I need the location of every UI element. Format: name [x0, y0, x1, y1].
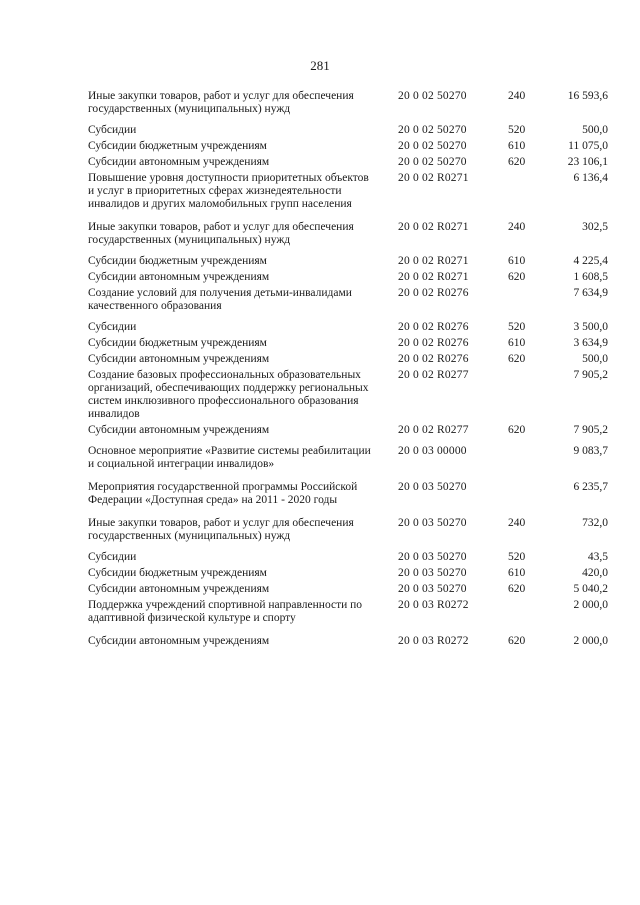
- row-target-code: 20 0 02 R0276: [398, 353, 469, 365]
- row-target-code: 20 0 02 50270: [398, 140, 467, 152]
- table-row: [88, 140, 608, 153]
- row-target-code: 20 0 03 50270: [398, 481, 467, 493]
- row-description: Субсидии автономным учреждениям: [88, 353, 270, 365]
- row-description: Субсидии автономным учреждениям: [88, 424, 270, 436]
- table-row: [88, 517, 608, 543]
- row-amount: 43,5: [587, 551, 608, 563]
- table-row: [88, 271, 608, 284]
- table-row: [88, 124, 608, 137]
- table-row: [88, 445, 608, 471]
- row-description: Создание базовых профессиональных образовательных организаций, обеспечивающих поддержку региональных систем инклюзивного профессионального образования инвалидов: [88, 369, 369, 420]
- row-target-code: 20 0 02 R0277: [398, 369, 469, 381]
- row-expense-type: 620: [508, 271, 526, 283]
- row-amount: 7 634,9: [573, 287, 608, 299]
- row-description: Иные закупки товаров, работ и услуг для обеспечения государственных (муниципальных) нужд: [88, 221, 354, 246]
- row-target-code: 20 0 02 50270: [398, 124, 467, 136]
- row-target-code: 20 0 03 00000: [398, 445, 467, 457]
- row-description: Субсидии бюджетным учреждениям: [88, 140, 267, 152]
- table-row: [88, 369, 608, 421]
- row-expense-type: 240: [508, 221, 526, 233]
- row-description: Субсидии автономным учреждениям: [88, 635, 270, 647]
- row-amount: 500,0: [582, 124, 608, 136]
- table-row: [88, 481, 608, 507]
- row-target-code: 20 0 02 R0276: [398, 287, 469, 299]
- row-amount: 3 500,0: [573, 321, 608, 333]
- row-description: Субсидии бюджетным учреждениям: [88, 567, 267, 579]
- table-row: [88, 321, 608, 334]
- row-expense-type: 240: [508, 517, 526, 529]
- row-amount: 6 235,7: [573, 481, 608, 493]
- row-target-code: 20 0 03 R0272: [398, 635, 469, 647]
- row-target-code: 20 0 02 R0276: [398, 321, 469, 333]
- row-expense-type: 240: [508, 90, 526, 102]
- row-expense-type: 520: [508, 321, 526, 333]
- row-description: Субсидии бюджетным учреждениям: [88, 255, 267, 267]
- row-target-code: 20 0 02 R0276: [398, 337, 469, 349]
- row-amount: 11 075,0: [568, 140, 608, 152]
- row-expense-type: 610: [508, 255, 526, 267]
- table-row: [88, 635, 608, 648]
- row-amount: 5 040,2: [573, 583, 608, 595]
- row-target-code: 20 0 02 R0271: [398, 172, 469, 184]
- row-amount: 7 905,2: [573, 424, 608, 436]
- row-description: Иные закупки товаров, работ и услуг для обеспечения государственных (муниципальных) нужд: [88, 90, 354, 115]
- page-number: 281: [310, 58, 330, 73]
- table-row: [88, 424, 608, 437]
- table-row: [88, 551, 608, 564]
- row-description: Субсидии автономным учреждениям: [88, 156, 270, 168]
- table-row: [88, 221, 608, 247]
- row-amount: 302,5: [582, 221, 608, 233]
- table-row: [88, 172, 608, 211]
- row-description: Субсидии бюджетным учреждениям: [88, 337, 267, 349]
- table-row: [88, 567, 608, 580]
- row-description: Повышение уровня доступности приоритетных объектов и услуг в приоритетных сферах жизнедеятельности инвалидов и других маломобильных групп населения: [88, 172, 369, 210]
- row-expense-type: 610: [508, 567, 526, 579]
- budget-table: [88, 90, 608, 648]
- row-description: Субсидии автономным учреждениям: [88, 583, 270, 595]
- row-amount: 6 136,4: [573, 172, 608, 184]
- table-row: [88, 287, 608, 313]
- row-amount: 732,0: [582, 517, 608, 529]
- row-target-code: 20 0 02 50270: [398, 156, 467, 168]
- row-description: Иные закупки товаров, работ и услуг для обеспечения государственных (муниципальных) нужд: [88, 517, 354, 542]
- row-amount: 16 593,6: [567, 90, 608, 102]
- row-target-code: 20 0 03 50270: [398, 551, 467, 563]
- row-amount: 2 000,0: [573, 635, 608, 647]
- row-expense-type: 520: [508, 551, 526, 563]
- row-target-code: 20 0 03 50270: [398, 567, 467, 579]
- row-description: Субсидии: [88, 321, 137, 333]
- row-target-code: 20 0 02 R0271: [398, 255, 469, 267]
- row-amount: 7 905,2: [573, 369, 608, 381]
- row-target-code: 20 0 02 50270: [398, 90, 467, 102]
- row-amount: 2 000,0: [573, 599, 608, 611]
- row-target-code: 20 0 03 50270: [398, 583, 467, 595]
- row-expense-type: 620: [508, 156, 526, 168]
- row-expense-type: 610: [508, 140, 526, 152]
- row-description: Создание условий для получения детьми-инвалидами качественного образования: [88, 287, 352, 312]
- row-description: Мероприятия государственной программы Российской Федерации «Доступная среда» на 2011 - 2020 годы: [88, 481, 358, 506]
- row-target-code: 20 0 02 R0271: [398, 271, 469, 283]
- row-target-code: 20 0 02 R0277: [398, 424, 469, 436]
- row-amount: 3 634,9: [573, 337, 608, 349]
- row-amount: 23 106,1: [567, 156, 608, 168]
- row-expense-type: 520: [508, 124, 526, 136]
- row-target-code: 20 0 02 R0271: [398, 221, 469, 233]
- row-description: Основное мероприятие «Развитие системы реабилитации и социальной интеграции инвалидов»: [88, 445, 371, 470]
- row-expense-type: 620: [508, 424, 526, 436]
- row-expense-type: 610: [508, 337, 526, 349]
- row-amount: 9 083,7: [573, 445, 608, 457]
- row-expense-type: 620: [508, 353, 526, 365]
- row-expense-type: 620: [508, 635, 526, 647]
- table-row: [88, 90, 608, 116]
- row-description: Поддержка учреждений спортивной направленности по адаптивной физической культуре и спорту: [88, 599, 363, 624]
- row-description: Субсидии: [88, 551, 137, 563]
- row-amount: 1 608,5: [573, 271, 608, 283]
- row-amount: 4 225,4: [573, 255, 608, 267]
- row-expense-type: 620: [508, 583, 526, 595]
- row-amount: 420,0: [582, 567, 608, 579]
- row-description: Субсидии: [88, 124, 137, 136]
- table-row: [88, 353, 608, 366]
- row-amount: 500,0: [582, 353, 608, 365]
- table-row: [88, 156, 608, 169]
- table-row: [88, 255, 608, 268]
- table-row: [88, 599, 608, 625]
- table-row: [88, 337, 608, 350]
- table-row: [88, 583, 608, 596]
- row-description: Субсидии автономным учреждениям: [88, 271, 270, 283]
- row-target-code: 20 0 03 50270: [398, 517, 467, 529]
- row-target-code: 20 0 03 R0272: [398, 599, 469, 611]
